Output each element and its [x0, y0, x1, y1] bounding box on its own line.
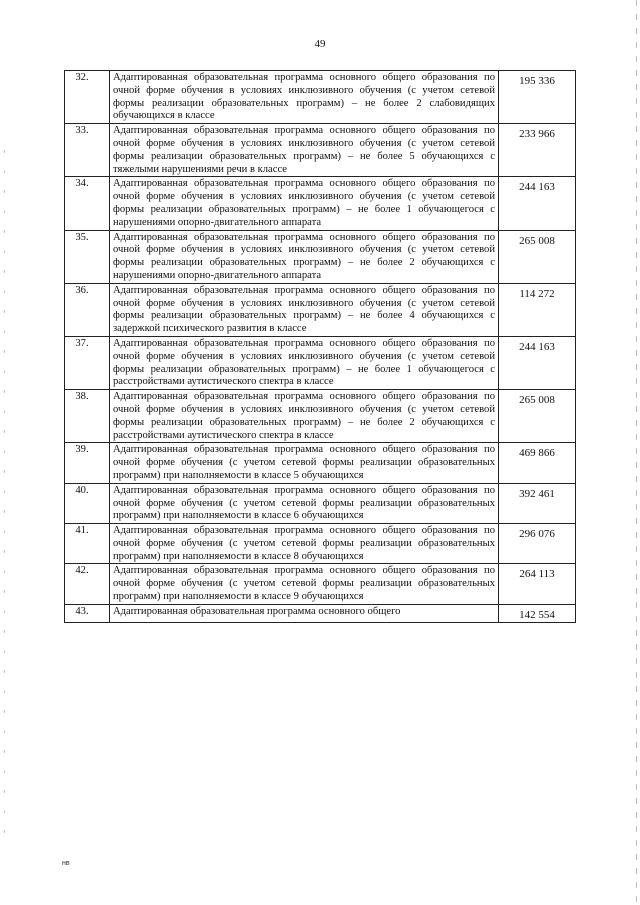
row-value: 392 461 — [499, 483, 576, 523]
row-description: Адаптированная образовательная программа основного общего образования по очной форме обучения (с учетом сетевой формы реализации образовательных программ) при наполняемости в классе 5 обучающихся — [110, 443, 499, 483]
row-description: Адаптированная образовательная программа основного общего образования по очной форме обучения в условиях инклюзивного обучения (с учетом сетевой формы реализации образовательных программ) – не более 2 обучающихся с расстройствами аутистического спектра в классе — [110, 390, 499, 443]
table-row — [65, 524, 576, 564]
table-row — [65, 483, 576, 523]
scan-edge-right — [636, 0, 637, 905]
table-row — [65, 124, 576, 177]
row-number: 33. — [65, 124, 110, 177]
page-number: 49 — [314, 38, 326, 50]
table-row — [65, 230, 576, 283]
row-number: 39. — [65, 443, 110, 483]
row-number: 42. — [65, 564, 110, 604]
row-description: Адаптированная образовательная программа основного общего образования по очной форме обучения в условиях инклюзивного обучения (с учетом сетевой формы реализации образовательных программ) – не более 2 слабовидящих обучающихся в классе — [110, 71, 499, 124]
table-row — [65, 283, 576, 336]
row-number: 40. — [65, 483, 110, 523]
table-row — [65, 564, 576, 604]
row-number: 35. — [65, 230, 110, 283]
row-value: 195 336 — [499, 71, 576, 124]
row-description: Адаптированная образовательная программа основного общего образования по очной форме обучения (с учетом сетевой формы реализации образовательных программ) при наполняемости в классе 6 обучающихся — [110, 483, 499, 523]
scan-edge-left — [4, 150, 5, 850]
row-value: 114 272 — [499, 283, 576, 336]
row-description: Адаптированная образовательная программа основного общего образования по очной форме обучения (с учетом сетевой формы реализации образовательных программ) при наполняемости в классе 9 обучающихся — [110, 564, 499, 604]
table-row — [65, 177, 576, 230]
row-description: Адаптированная образовательная программа основного общего образования по очной форме обучения в условиях инклюзивного обучения (с учетом сетевой формы реализации образовательных программ) – не более 1 обучающегося с нарушениями опорно-двигательного аппарата — [110, 177, 499, 230]
row-number: 32. — [65, 71, 110, 124]
footer-initials: нв — [62, 860, 70, 867]
table-row — [65, 390, 576, 443]
row-number: 34. — [65, 177, 110, 230]
table-row — [65, 71, 576, 124]
row-value: 233 966 — [499, 124, 576, 177]
row-value: 265 008 — [499, 230, 576, 283]
table-row — [65, 604, 576, 622]
row-value: 265 008 — [499, 390, 576, 443]
row-number: 43. — [65, 604, 110, 622]
row-description: Адаптированная образовательная программа основного общего образования по очной форме обучения в условиях инклюзивного обучения (с учетом сетевой формы реализации образовательных программ) – не более 2 обучающихся с нарушениями опорно-двигательного аппарата — [110, 230, 499, 283]
row-value: 244 163 — [499, 336, 576, 389]
row-number: 37. — [65, 336, 110, 389]
row-number: 41. — [65, 524, 110, 564]
table-row — [65, 443, 576, 483]
row-value: 469 866 — [499, 443, 576, 483]
table-row — [65, 336, 576, 389]
row-description: Адаптированная образовательная программа основного общего — [110, 604, 499, 622]
row-description: Адаптированная образовательная программа основного общего образования по очной форме обучения в условиях инклюзивного обучения (с учетом сетевой формы реализации образовательных программ) – не более 5 обучающихся с тяжелыми нарушениями речи в классе — [110, 124, 499, 177]
row-description: Адаптированная образовательная программа основного общего образования по очной форме обучения в условиях инклюзивного обучения (с учетом сетевой формы реализации образовательных программ) – не более 4 обучающихся с задержкой психического развития в классе — [110, 283, 499, 336]
tariff-table — [64, 70, 576, 623]
row-value: 264 113 — [499, 564, 576, 604]
row-value: 244 163 — [499, 177, 576, 230]
row-value: 296 076 — [499, 524, 576, 564]
row-number: 36. — [65, 283, 110, 336]
row-number: 38. — [65, 390, 110, 443]
row-description: Адаптированная образовательная программа основного общего образования по очной форме обучения в условиях инклюзивного обучения (с учетом сетевой формы реализации образовательных программ) – не более 1 обучающегося с расстройствами аутистического спектра в классе — [110, 336, 499, 389]
row-description: Адаптированная образовательная программа основного общего образования по очной форме обучения (с учетом сетевой формы реализации образовательных программ) при наполняемости в классе 8 обучающихся — [110, 524, 499, 564]
row-value: 142 554 — [499, 604, 576, 622]
